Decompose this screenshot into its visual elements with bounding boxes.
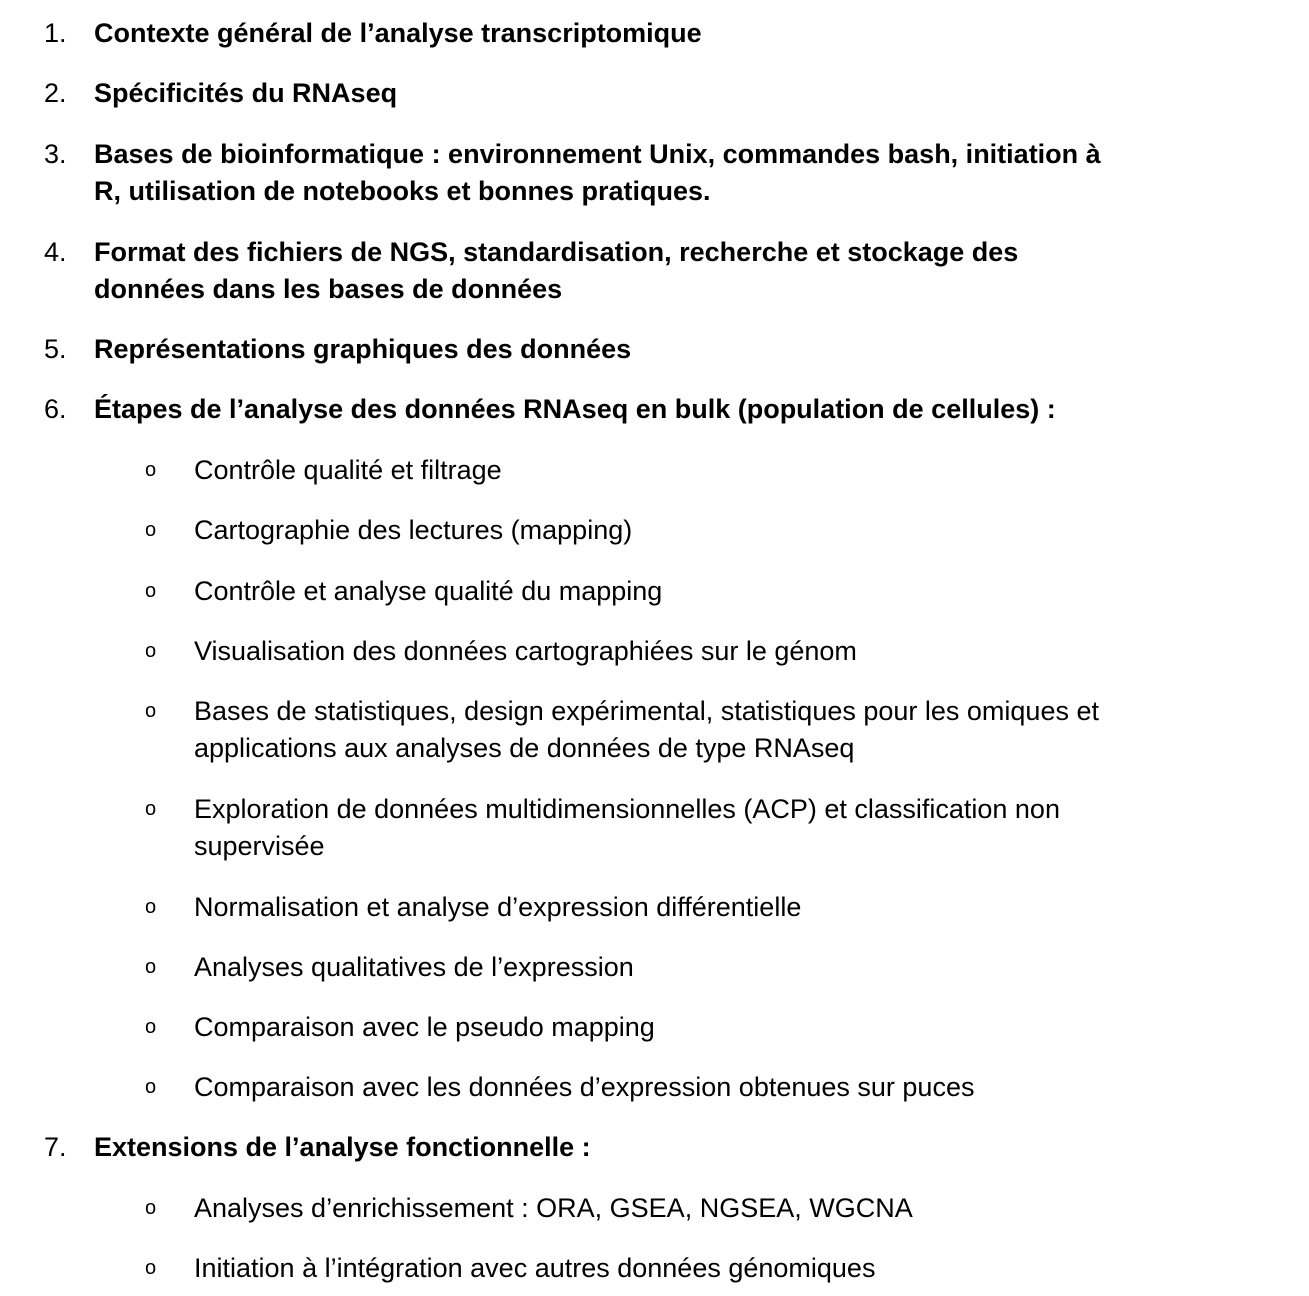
item-number: 4.: [44, 237, 67, 267]
sub-item-text: Comparaison avec le pseudo mapping: [194, 1012, 655, 1042]
circle-bullet-icon: o: [145, 700, 157, 722]
sub-item-text: Contrôle et analyse qualité du mapping: [194, 576, 663, 606]
circle-bullet-icon: o: [145, 798, 157, 820]
item-number: 5.: [44, 334, 67, 364]
circle-bullet-icon: o: [145, 1076, 157, 1098]
sub-item-text: Visualisation des données cartographiées sur le génom: [194, 636, 857, 666]
circle-bullet-icon: o: [145, 580, 157, 602]
circle-bullet-icon: o: [145, 519, 157, 541]
sub-item-text: applications aux analyses de données de type RNAseq: [194, 733, 855, 763]
item-text: Extensions de l’analyse fonctionnelle :: [94, 1132, 591, 1162]
item-text: R, utilisation de notebooks et bonnes pratiques.: [94, 176, 711, 206]
sub-item-text: Bases de statistiques, design expérimental, statistiques pour les omiques et: [194, 696, 1099, 726]
sub-item-text: Comparaison avec les données d’expression obtenues sur puces: [194, 1072, 975, 1102]
sub-item-text: Initiation à l’intégration avec autres données génomiques: [194, 1253, 876, 1283]
item-number: 1.: [44, 18, 67, 48]
item-text: Bases de bioinformatique : environnement Unix, commandes bash, initiation à: [94, 139, 1101, 169]
sub-item-text: Exploration de données multidimensionnelles (ACP) et classification non: [194, 794, 1060, 824]
sub-item-text: Cartographie des lectures (mapping): [194, 515, 633, 545]
item-number: 3.: [44, 139, 67, 169]
circle-bullet-icon: o: [145, 956, 157, 978]
item-number: 6.: [44, 394, 67, 424]
sub-item-text: supervisée: [194, 831, 325, 861]
circle-bullet-icon: o: [145, 640, 157, 662]
sub-item-text: Normalisation et analyse d’expression différentielle: [194, 892, 802, 922]
item-text: Représentations graphiques des données: [94, 334, 632, 364]
sub-item-text: Contrôle qualité et filtrage: [194, 455, 502, 485]
sub-item-text: Analyses qualitatives de l’expression: [194, 952, 634, 982]
item-number: 7.: [44, 1132, 67, 1162]
item-text: Format des fichiers de NGS, standardisation, recherche et stockage des: [94, 237, 1019, 267]
item-text: Spécificités du RNAseq: [94, 78, 398, 108]
circle-bullet-icon: o: [145, 1016, 157, 1038]
circle-bullet-icon: o: [145, 459, 157, 481]
circle-bullet-icon: o: [145, 1257, 157, 1279]
item-text: Étapes de l’analyse des données RNAseq en bulk (population de cellules) :: [94, 394, 1056, 424]
item-text: Contexte général de l’analyse transcriptomique: [94, 18, 702, 48]
circle-bullet-icon: o: [145, 896, 157, 918]
item-number: 2.: [44, 78, 67, 108]
circle-bullet-icon: o: [145, 1197, 157, 1219]
sub-item-text: Analyses d’enrichissement : ORA, GSEA, NGSEA, WGCNA: [194, 1193, 913, 1223]
item-text: données dans les bases de données: [94, 274, 563, 304]
